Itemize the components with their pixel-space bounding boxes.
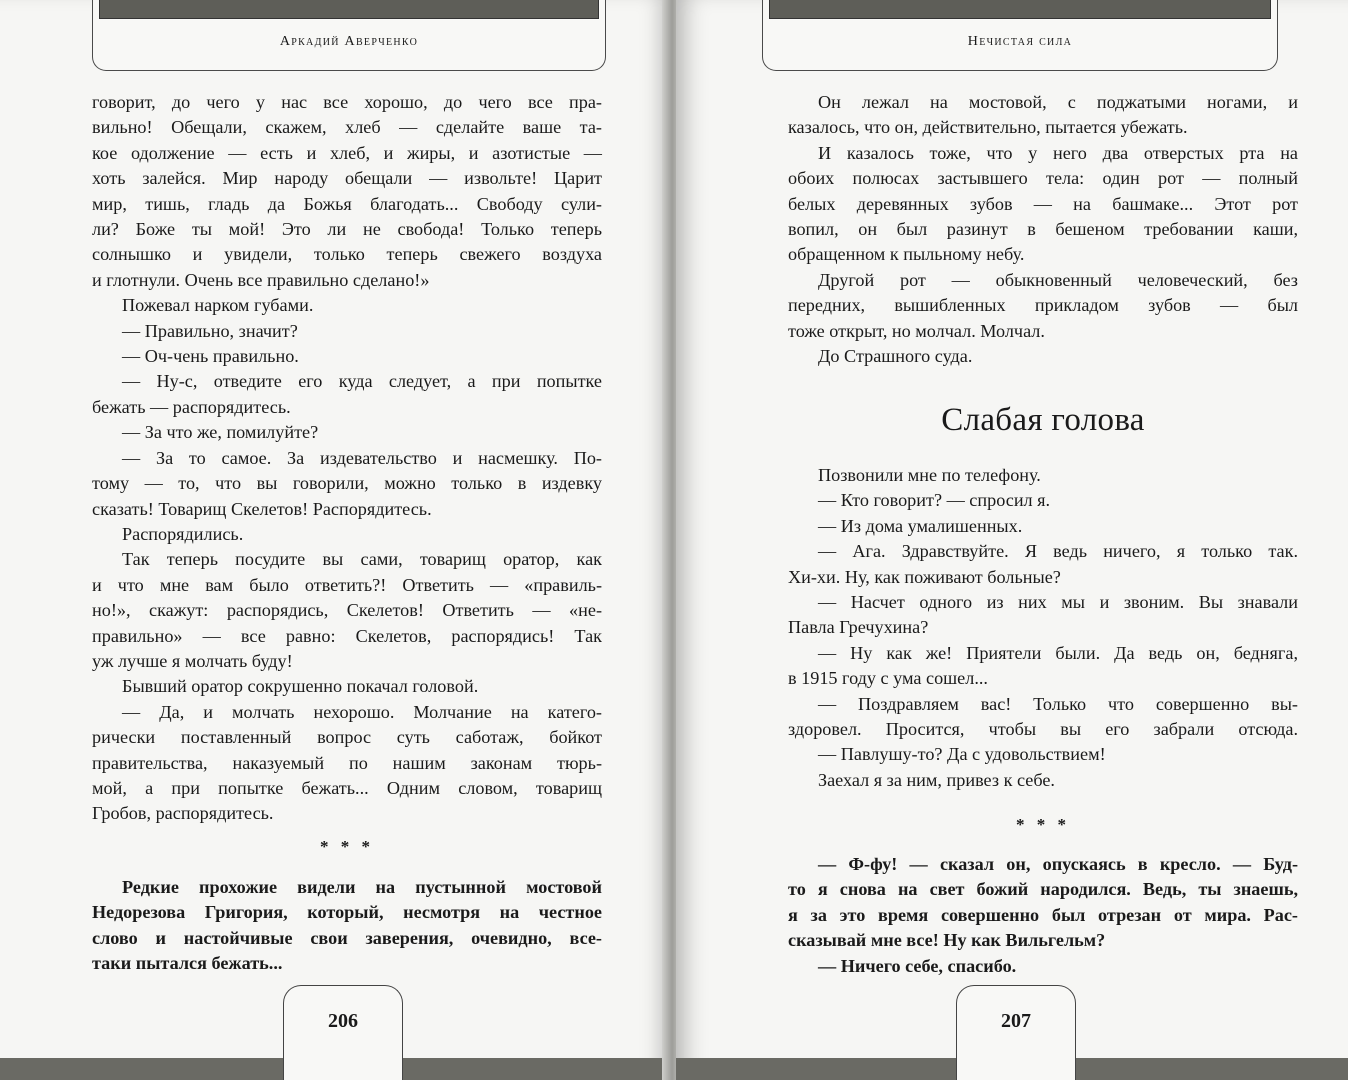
text-line: Так теперь посудите вы сами, товарищ оратор, как (122, 549, 602, 570)
text-line: Гробов, распорядитесь. (92, 803, 274, 824)
text-line: сказать! Товарищ Скелетов! Распорядитесь. (92, 498, 432, 519)
text-line: слово и настойчивые свои заверения, очевидно, все- (92, 927, 602, 948)
text-line: Позвонили мне по телефону. (818, 465, 1041, 485)
text-line: в 1915 году с ума сошел... (788, 668, 988, 689)
text-line: — Насчет одного из них мы и звоним. Вы знавали (818, 592, 1298, 613)
text-line: рически поставленный вопрос суть саботаж, бойкот (92, 727, 602, 748)
text-line: говорит, до чего у нас все хорошо, до чего все пра- (92, 92, 602, 112)
text-line: казалось, что он, действительно, пытается убежать. (788, 117, 1188, 138)
section-separator: * * * (1016, 815, 1070, 834)
text-line: и что мне вам было ответить?! Ответить — «правиль- (92, 574, 602, 595)
page-number: 207 (1001, 1010, 1031, 1032)
text-line: тому — то, что вы говорили, можно только в издевку (92, 473, 602, 494)
text-line: — Правильно, значит? (122, 320, 298, 341)
text-line: здоровел. Просится, чтобы вы его забрали отсюда. (788, 719, 1298, 740)
text-line: И казалось тоже, что у него два отверстых рта на (818, 142, 1298, 163)
text-line: Павла Гречухина? (788, 617, 929, 638)
text-line: и глотнули. Очень все правильно сделано!» (92, 269, 430, 290)
text-line: Недорезова Григория, который, несмотря на честное (92, 902, 602, 923)
text-line: сказывай мне все! Ну как Вильгельм? (788, 930, 1106, 951)
text-line: таки пытался бежать... (92, 953, 283, 974)
right-bottom-paragraph (788, 852, 1298, 979)
text-line: — Кто говорит? — спросил я. (818, 490, 1051, 511)
text-line: Бывший оратор сокрушенно покачал головой. (122, 676, 479, 697)
text-line: — Оч-чень правильно. (122, 346, 299, 367)
text-line: кое одолжение — есть и хлеб, и жиры, и азотистые — (92, 142, 602, 163)
section-separator: * * * (320, 837, 374, 856)
text-line: бежать — распорядитесь. (92, 396, 291, 417)
text-line: уж лучше я молчать буду! (92, 650, 293, 671)
text-line: Хи-хи. Ну, как поживают больные? (788, 566, 1061, 587)
text-line: — Ага. Здравствуйте. Я ведь ничего, я только так. (818, 541, 1298, 562)
text-line: белых деревянных зубов — на башмаке... Этот рот (788, 193, 1298, 214)
left-running-head: Аркадий Аверченко (279, 34, 419, 49)
text-line: я за это время совершенно был отрезан от мира. Рас- (788, 904, 1298, 925)
text-line: правильно» — все равно: Скелетов, распорядись! Так (92, 625, 602, 646)
text-line: ли? Боже ты мой! Это ли не свобода! Только теперь (92, 219, 602, 240)
text-line: тоже открыт, но молчал. Молчал. (788, 320, 1045, 341)
text-line: — Да, и молчать нехорошо. Молчание на катего- (122, 701, 602, 722)
header-bar (769, 0, 1271, 19)
text-line: Другой рот — обыкновенный человеческий, без (818, 269, 1298, 290)
text-line: — За то самое. За издевательство и насмешку. По- (122, 447, 602, 468)
text-line: вильно! Обещали, скажем, хлеб — сделайте ваше та- (92, 117, 602, 138)
text-line: мир, тишь, гладь да Божья благодать... Свободу сули- (92, 193, 602, 214)
text-line: но!», скажут: распорядись, Скелетов! Ответить — «не- (92, 600, 602, 621)
right-running-head: Нечистая сила (967, 34, 1073, 49)
text-line: то я снова на свет божий народился. Ведь, ты знаешь, (788, 879, 1298, 900)
header-bar (99, 0, 599, 19)
text-line: солнышко и увидели, только теперь свежего воздуха (92, 244, 602, 265)
text-line: Заехал я за ним, привез к себе. (818, 769, 1055, 790)
text-line: обоих полюсах застывшего тела: один рот — полный (788, 168, 1298, 189)
text-line: — За что же, помилуйте? (122, 422, 319, 443)
text-line: вопил, он был разинут в бешеном требовании каши, (788, 219, 1298, 240)
text-line: До Страшного суда. (818, 346, 973, 367)
text-line: обращенном к пыльному небу. (788, 244, 1025, 265)
left-page-number-tab (283, 985, 403, 1080)
right-page (676, 0, 1348, 1080)
text-line: — Поздравляем вас! Только что совершенно вы- (818, 693, 1298, 714)
text-line: Распорядились. (122, 523, 244, 544)
text-line: — Павлушу-то? Да с удовольствием! (818, 744, 1106, 765)
text-line: Пожевал нарком губами. (122, 295, 314, 316)
left-bottom-paragraph (92, 875, 602, 977)
text-line: — Ну-с, отведите его куда следует, а при попытке (122, 371, 602, 392)
page-number: 206 (328, 1010, 358, 1032)
text-line: Редкие прохожие видели на пустынной мостовой (122, 877, 602, 897)
right-text-column (788, 90, 1298, 369)
left-running-head-frame (92, 0, 606, 71)
text-line: — Из дома умалишенных. (818, 515, 1023, 536)
left-text-column (92, 90, 602, 827)
text-line: правительства, наказуемый по нашим законам тюрь- (92, 752, 602, 773)
text-line: — Ну как же! Приятели были. Да ведь он, бедняга, (818, 642, 1298, 663)
text-line: — Ф-фу! — сказал он, опускаясь в кресло. — Буд- (818, 854, 1298, 874)
text-line: Он лежал на мостовой, с поджатыми ногами, и (818, 92, 1298, 112)
text-line: хоть залейся. Мир народу обещали — извольте! Царит (92, 168, 602, 189)
chapter-text-column (788, 463, 1298, 793)
text-line: мой, а при попытке бежать... Одним словом, товарищ (92, 777, 602, 798)
left-page (0, 0, 668, 1080)
right-page-number-tab (956, 985, 1076, 1080)
right-running-head-frame (762, 0, 1278, 71)
text-line: передних, вышибленных прикладом зубов — был (788, 295, 1298, 316)
chapter-title: Слабая голова (941, 402, 1145, 438)
text-line: — Ничего себе, спасибо. (818, 955, 1017, 976)
